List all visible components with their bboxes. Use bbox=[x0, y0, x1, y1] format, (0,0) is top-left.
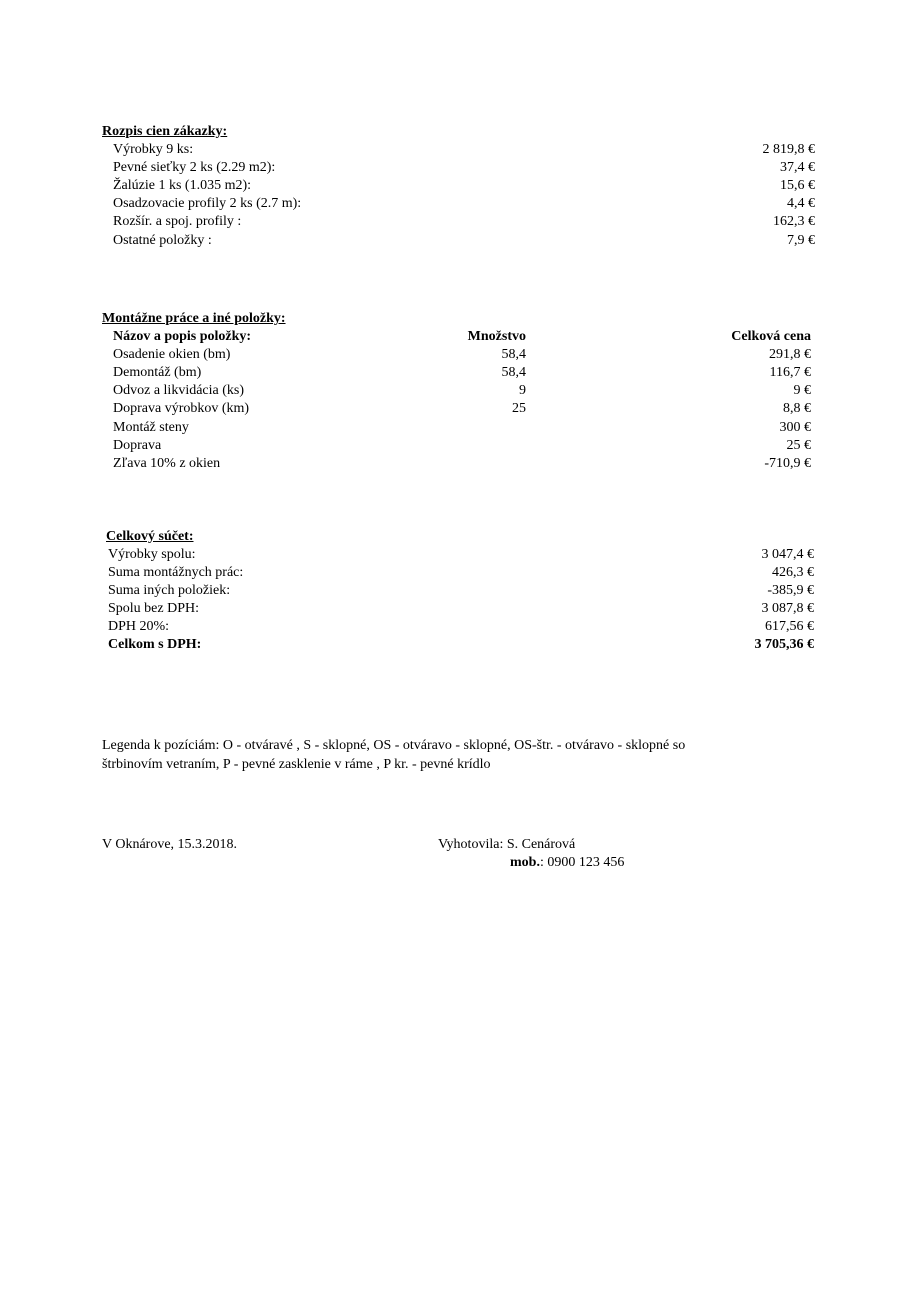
breakdown-row-label: Žalúzie 1 ks (1.035 m2): bbox=[113, 178, 252, 193]
summary-row-label: Suma iných položiek: bbox=[108, 583, 231, 598]
installation-row-price: 9 € bbox=[793, 383, 811, 398]
installation-row-label: Odvoz a likvidácia (ks) bbox=[113, 383, 245, 398]
summary-row-price: 3 087,8 € bbox=[761, 601, 814, 616]
mobile-number: : 0900 123 456 bbox=[539, 855, 625, 870]
installation-row-label: Montáž steny bbox=[113, 420, 189, 435]
breakdown-row-price: 162,3 € bbox=[773, 214, 815, 229]
mobile-label: mob. bbox=[510, 855, 540, 870]
installation-row-label: Zľava 10% z okien bbox=[113, 456, 221, 471]
installation-col-name: Názov a popis položky: bbox=[113, 329, 252, 344]
breakdown-heading: Rozpis cien zákazky: bbox=[102, 124, 228, 139]
grand-total-label: Celkom s DPH: bbox=[108, 637, 202, 652]
breakdown-row-price: 2 819,8 € bbox=[762, 142, 815, 157]
breakdown-row-price: 4,4 € bbox=[787, 196, 815, 211]
breakdown-row-price: 15,6 € bbox=[780, 178, 815, 193]
installation-row-qty: 9 bbox=[519, 383, 526, 398]
mobile-contact bbox=[510, 854, 624, 872]
installation-row-price: 25 € bbox=[786, 438, 811, 453]
installation-row-price: 8,8 € bbox=[783, 401, 811, 416]
summary-row-label: Spolu bez DPH: bbox=[108, 601, 199, 616]
breakdown-row-label: Pevné sieťky 2 ks (2.29 m2): bbox=[113, 160, 276, 175]
place-date: V Oknárove, 15.3.2018. bbox=[102, 837, 238, 852]
installation-row-label: Demontáž (bm) bbox=[113, 365, 202, 380]
installation-row-qty: 58,4 bbox=[501, 347, 526, 362]
installation-row-qty: 58,4 bbox=[501, 365, 526, 380]
breakdown-row-price: 7,9 € bbox=[787, 233, 815, 248]
installation-row-label: Osadenie okien (bm) bbox=[113, 347, 231, 362]
summary-row-label: Výrobky spolu: bbox=[108, 547, 196, 562]
legend-line-1: Legenda k pozíciám: O - otváravé , S - sklopné, OS - otváravo - sklopné, OS-štr. - otváravo - sklopné so bbox=[102, 738, 686, 753]
breakdown-row-label: Ostatné položky : bbox=[113, 233, 212, 248]
installation-col-total: Celková cena bbox=[731, 329, 811, 344]
legend-line-2: štrbinovím vetraním, P - pevné zasklenie v ráme , P kr. - pevné krídlo bbox=[102, 757, 491, 772]
summary-row-price: -385,9 € bbox=[767, 583, 814, 598]
breakdown-row-price: 37,4 € bbox=[780, 160, 815, 175]
breakdown-row-label: Výrobky 9 ks: bbox=[113, 142, 194, 157]
breakdown-row-label: Rozšír. a spoj. profily : bbox=[113, 214, 242, 229]
summary-row-label: DPH 20%: bbox=[108, 619, 170, 634]
installation-heading: Montážne práce a iné položky: bbox=[102, 311, 286, 326]
installation-row-label: Doprava bbox=[113, 438, 162, 453]
installation-col-qty: Množstvo bbox=[467, 329, 526, 344]
summary-row-price: 426,3 € bbox=[772, 565, 814, 580]
installation-row-label: Doprava výrobkov (km) bbox=[113, 401, 250, 416]
summary-row-label: Suma montážnych prác: bbox=[108, 565, 244, 580]
summary-heading: Celkový súčet: bbox=[106, 529, 194, 544]
installation-row-qty: 25 bbox=[512, 401, 526, 416]
summary-row-price: 617,56 € bbox=[765, 619, 814, 634]
prepared-by: Vyhotovila: S. Cenárová bbox=[438, 837, 576, 852]
installation-row-price: -710,9 € bbox=[764, 456, 811, 471]
installation-row-price: 300 € bbox=[779, 420, 811, 435]
summary-row-price: 3 047,4 € bbox=[761, 547, 814, 562]
grand-total-price: 3 705,36 € bbox=[754, 637, 814, 652]
installation-row-price: 291,8 € bbox=[769, 347, 811, 362]
installation-row-price: 116,7 € bbox=[769, 365, 811, 380]
breakdown-row-label: Osadzovacie profily 2 ks (2.7 m): bbox=[113, 196, 302, 211]
